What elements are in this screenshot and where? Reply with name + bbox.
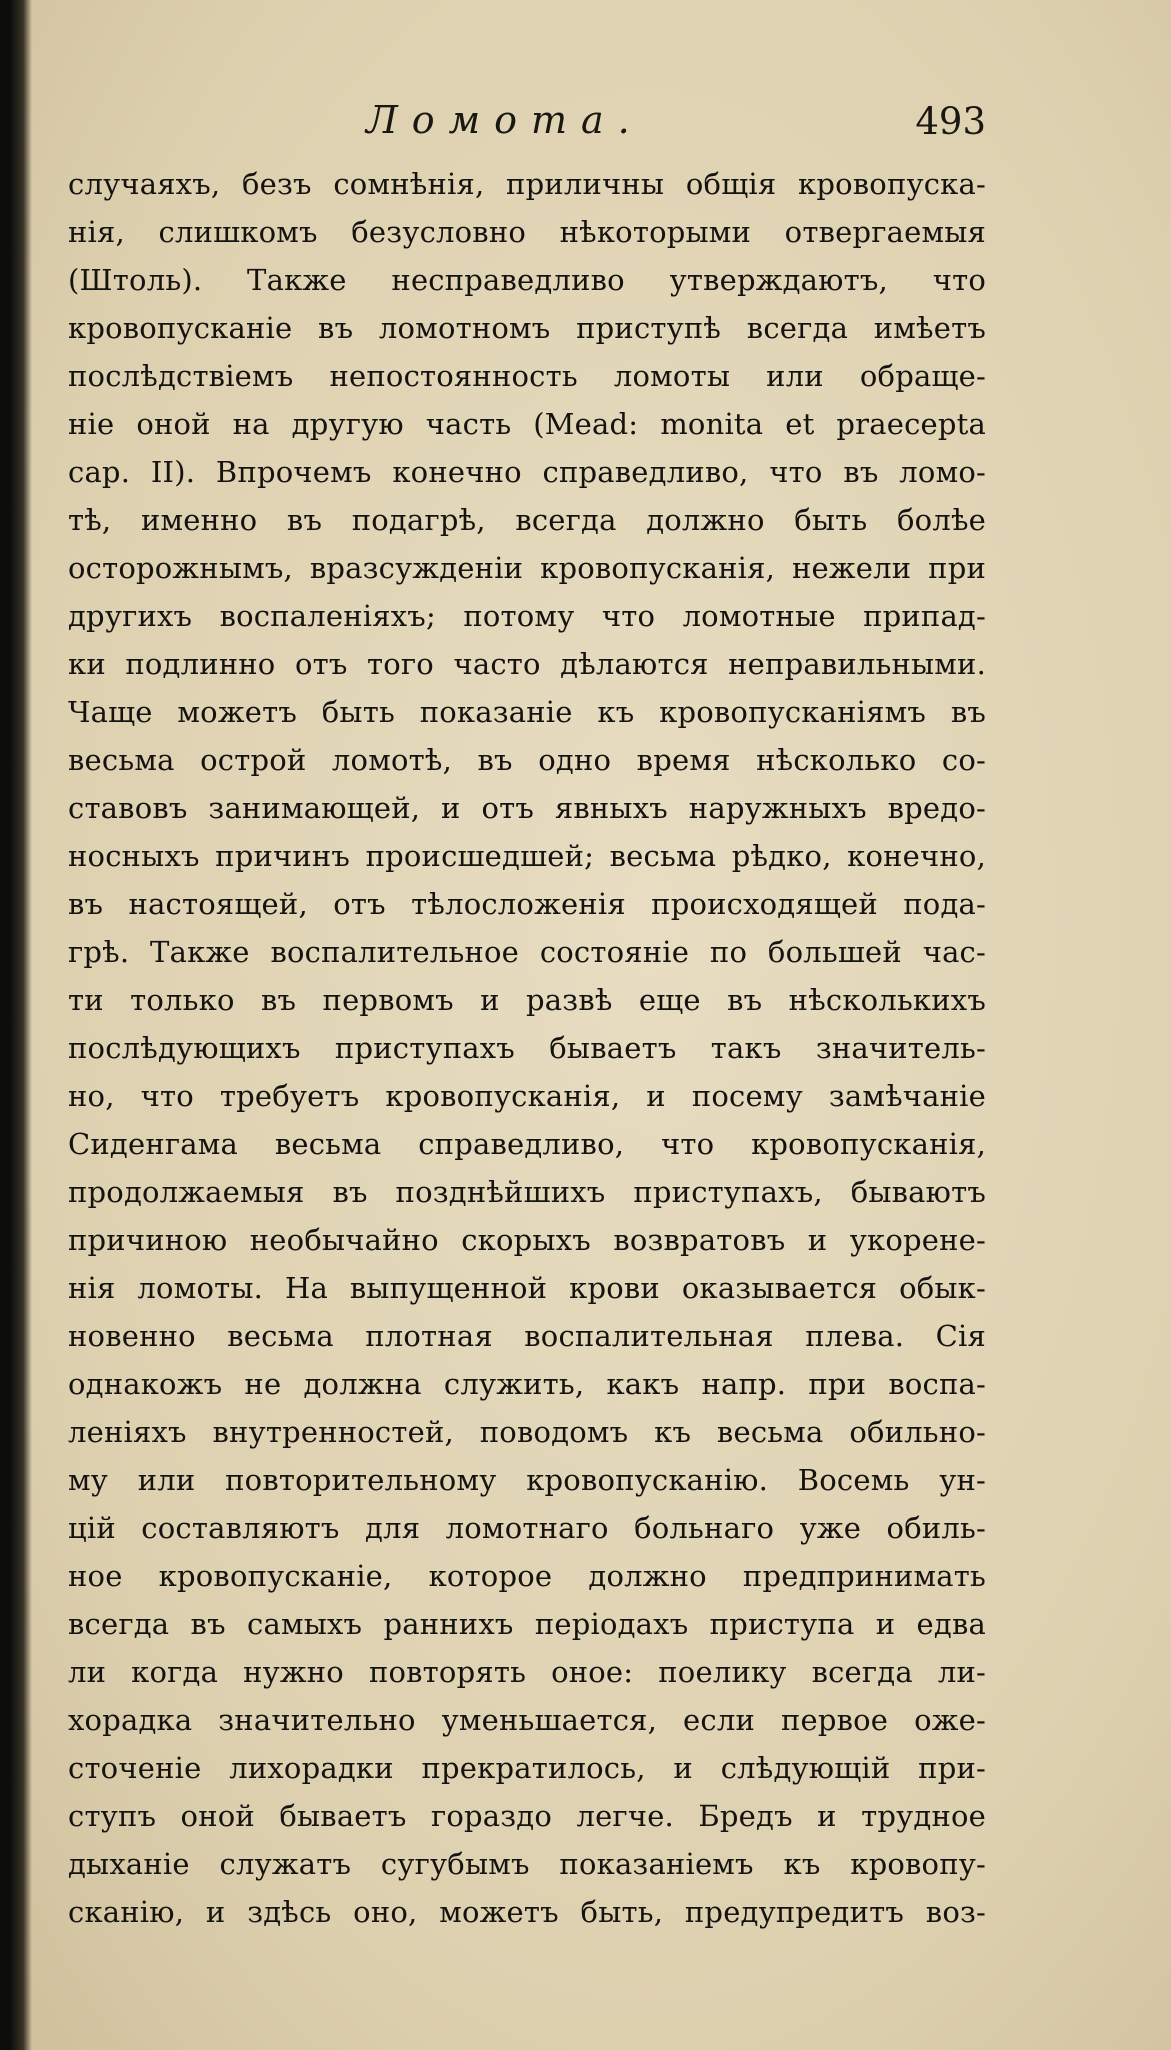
running-title: Ломота. [366,98,644,142]
text-line: му или повторительному кровопусканію. Восемь ун- [68,1463,986,1497]
text-line: однакожъ не должна служить, какъ напр. при воспа- [68,1367,986,1401]
text-line: грѣ. Также воспалительное состояніе по большей час- [68,935,986,969]
text-line: другихъ воспаленіяхъ; потому что ломотные припад- [68,599,986,633]
text-line: тѣ, именно въ подагрѣ, всегда должно быть болѣе [68,503,986,537]
text-line: носныхъ причинъ происшедшей; весьма рѣдко, конечно, [68,839,986,873]
text-line: продолжаемыя въ позднѣйшихъ приступахъ, бываютъ [68,1175,986,1209]
text-line: ное кровопусканіе, которое должно предпринимать [68,1559,986,1593]
page-number: 493 [915,100,986,143]
text-line: (Штоль). Также несправедливо утверждаютъ, что [68,263,986,297]
text-line: весьма острой ломотѣ, въ одно время нѣсколько со- [68,743,986,777]
text-line: Чаще можетъ быть показаніе къ кровопусканіямъ въ [68,695,986,729]
text-line: нія ломоты. На выпущенной крови оказывается обык- [68,1271,986,1305]
text-line: осторожнымъ, вразсужденіи кровопусканія, нежели при [68,551,986,585]
page-header [66,98,986,158]
text-line: послѣдующихъ приступахъ бываетъ такъ значитель- [68,1031,986,1065]
text-line: въ настоящей, отъ тѣлосложенія происходящей пода- [68,887,986,921]
text-line: сточеніе лихорадки прекратилось, и слѣдующій при- [68,1751,986,1785]
text-line: нія, слишкомъ безусловно нѣкоторыми отвергаемыя [68,215,986,249]
book-gutter-shadow [10,0,32,2050]
text-line: ставовъ занимающей, и отъ явныхъ наружныхъ вредо- [68,791,986,825]
text-line: ніе оной на другую часть (Mead: monita et praecepta [68,407,986,441]
text-line: сканію, и здѣсь оно, можетъ быть, предупредитъ воз- [68,1895,986,1929]
text-line: дыханіе служатъ сугубымъ показаніемъ къ кровопу- [68,1847,986,1881]
text-line: но, что требуетъ кровопусканія, и посему замѣчаніе [68,1079,986,1113]
text-line: хорадка значительно уменьшается, если первое оже- [68,1703,986,1737]
text-line: ки подлинно отъ того часто дѣлаются неправильными. [68,647,986,681]
text-line: леніяхъ внутренностей, поводомъ къ весьма обильно- [68,1415,986,1449]
text-line: ступъ оной бываетъ гораздо легче. Бредъ и трудное [68,1799,986,1833]
body-text [68,160,986,1936]
text-line: послѣдствіемъ непостоянность ломоты или обраще- [68,359,986,393]
text-line: ли когда нужно повторять оное: поелику всегда ли- [68,1655,986,1689]
text-line: ти только въ первомъ и развѣ еще въ нѣсколькихъ [68,983,986,1017]
text-line: всегда въ самыхъ раннихъ періодахъ приступа и едва [68,1607,986,1641]
book-page [10,0,1171,2050]
text-line: новенно весьма плотная воспалительная плева. Сія [68,1319,986,1353]
text-line: случаяхъ, безъ сомнѣнія, приличны общія кровопуска- [68,167,986,201]
text-line: цій составляютъ для ломотнаго больнаго уже обиль- [68,1511,986,1545]
text-line: Сиденгама весьма справедливо, что кровопусканія, [68,1127,986,1161]
text-line: кровопусканіе въ ломотномъ приступѣ всегда имѣетъ [68,311,986,345]
text-line: причиною необычайно скорыхъ возвратовъ и укорене- [68,1223,986,1257]
text-line: cap. II). Впрочемъ конечно справедливо, что въ ломо- [68,455,986,489]
